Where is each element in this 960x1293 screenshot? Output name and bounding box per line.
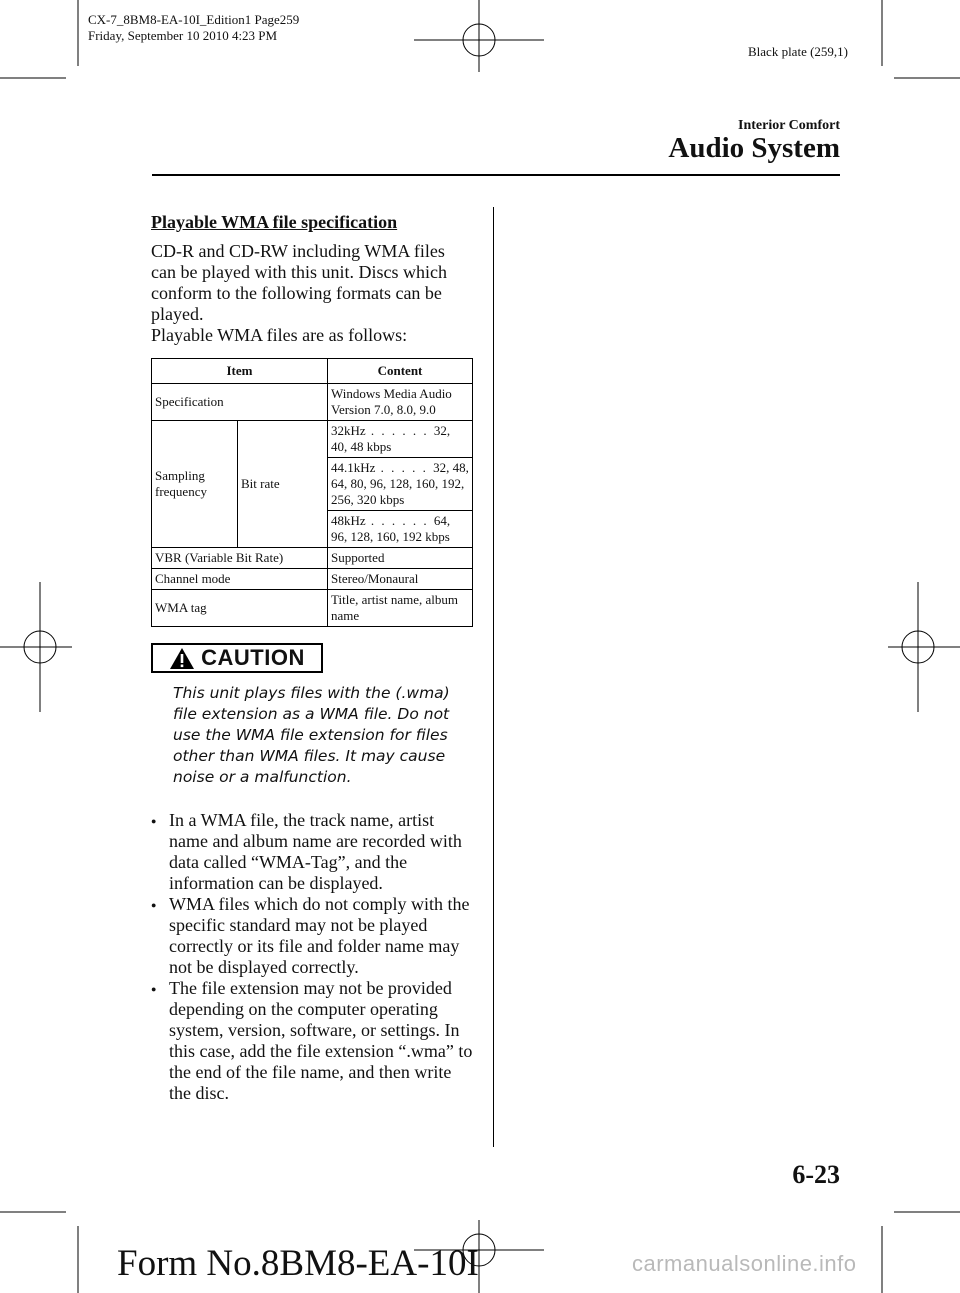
page-number: 6-23 bbox=[792, 1160, 840, 1189]
caution-label: CAUTION bbox=[201, 645, 305, 670]
table-row bbox=[152, 384, 473, 421]
section-subtitle: Interior Comfort bbox=[738, 118, 840, 133]
rate-cell: 44.1kHz . . . . . 32, 48, 64, 80, 96, 128, 160, 192, 256, 320 kbps bbox=[328, 458, 473, 511]
header-item: Item bbox=[152, 359, 328, 384]
bitrate-label: Bit rate bbox=[238, 421, 328, 548]
watermark: carmanualsonline.info bbox=[632, 1251, 857, 1276]
tag-label: WMA tag bbox=[152, 590, 328, 627]
table-row bbox=[152, 590, 473, 627]
print-info-line1: CX-7_8BM8-EA-10I_Edition1 Page259 bbox=[88, 12, 300, 27]
channel-label: Channel mode bbox=[152, 569, 328, 590]
print-info-line2: Friday, September 10 2010 4:23 PM bbox=[88, 28, 278, 43]
table-header-row bbox=[152, 359, 473, 384]
header-content: Content bbox=[328, 359, 473, 384]
wma-spec-table bbox=[151, 358, 473, 627]
rate-kbps: 32, 48, 64, 80, 96, 128, 160, 192, 256, 320 kbps bbox=[331, 460, 469, 507]
rate-freq: 48kHz bbox=[331, 513, 366, 528]
caution-box bbox=[151, 643, 323, 673]
form-number: Form No.8BM8-EA-10I bbox=[117, 1243, 479, 1284]
caution-text: This unit plays files with the (.wma) file extension as a WMA file. Do not use the WMA file extension for files other than WMA files. It may cause noise or a malfunction. bbox=[173, 684, 450, 786]
list-item: ● The file extension may not be provided depending on the computer operating system, version, software, or settings. In this case, add the file extension “.wma” to the end of the file name, and then write the disc. bbox=[151, 978, 473, 1104]
section-heading: Playable WMA file specification bbox=[151, 212, 398, 232]
table-row bbox=[152, 421, 473, 458]
rate-kbps: 32, 40, 48 kbps bbox=[331, 423, 451, 454]
spec-label: Specification bbox=[152, 384, 328, 421]
rate-cell: 32kHz . . . . . . 32, 40, 48 kbps bbox=[328, 421, 473, 458]
rate-cell: 48kHz . . . . . . 64, 96, 128, 160, 192 kbps bbox=[328, 511, 473, 548]
list-item: ● In a WMA file, the track name, artist name and album name are recorded with data called “WMA-Tag”, and the information can be displayed. bbox=[151, 810, 473, 894]
table-row bbox=[152, 569, 473, 590]
warning-triangle-icon bbox=[169, 647, 195, 670]
channel-value: Stereo/Monaural bbox=[328, 569, 473, 590]
list-item: ● WMA files which do not comply with the specific standard may not be played correctly or its file and folder name may not be displayed correctly. bbox=[151, 894, 473, 978]
header-rule bbox=[152, 174, 840, 176]
notes-list bbox=[151, 810, 473, 1104]
left-column bbox=[151, 212, 473, 1104]
section-title: Audio System bbox=[668, 132, 840, 164]
tag-value: Title, artist name, album name bbox=[328, 590, 473, 627]
plate-label: Black plate (259,1) bbox=[748, 44, 848, 59]
column-divider bbox=[493, 207, 494, 1147]
intro-paragraph: CD-R and CD-RW including WMA files can be played with this unit. Discs which conform to the following formats can be played. bbox=[151, 241, 447, 324]
intro-paragraph-2: Playable WMA files are as follows: bbox=[151, 325, 408, 345]
print-info bbox=[88, 12, 299, 44]
vbr-label: VBR (Variable Bit Rate) bbox=[152, 548, 328, 569]
sampling-label: Sampling frequency bbox=[152, 421, 238, 548]
spec-value: Windows Media Audio Version 7.0, 8.0, 9.0 bbox=[328, 384, 473, 421]
rate-freq: 44.1kHz bbox=[331, 460, 376, 475]
rate-freq: 32kHz bbox=[331, 423, 366, 438]
rate-kbps: 64, 96, 128, 160, 192 kbps bbox=[331, 513, 451, 544]
vbr-value: Supported bbox=[328, 548, 473, 569]
table-row bbox=[152, 548, 473, 569]
